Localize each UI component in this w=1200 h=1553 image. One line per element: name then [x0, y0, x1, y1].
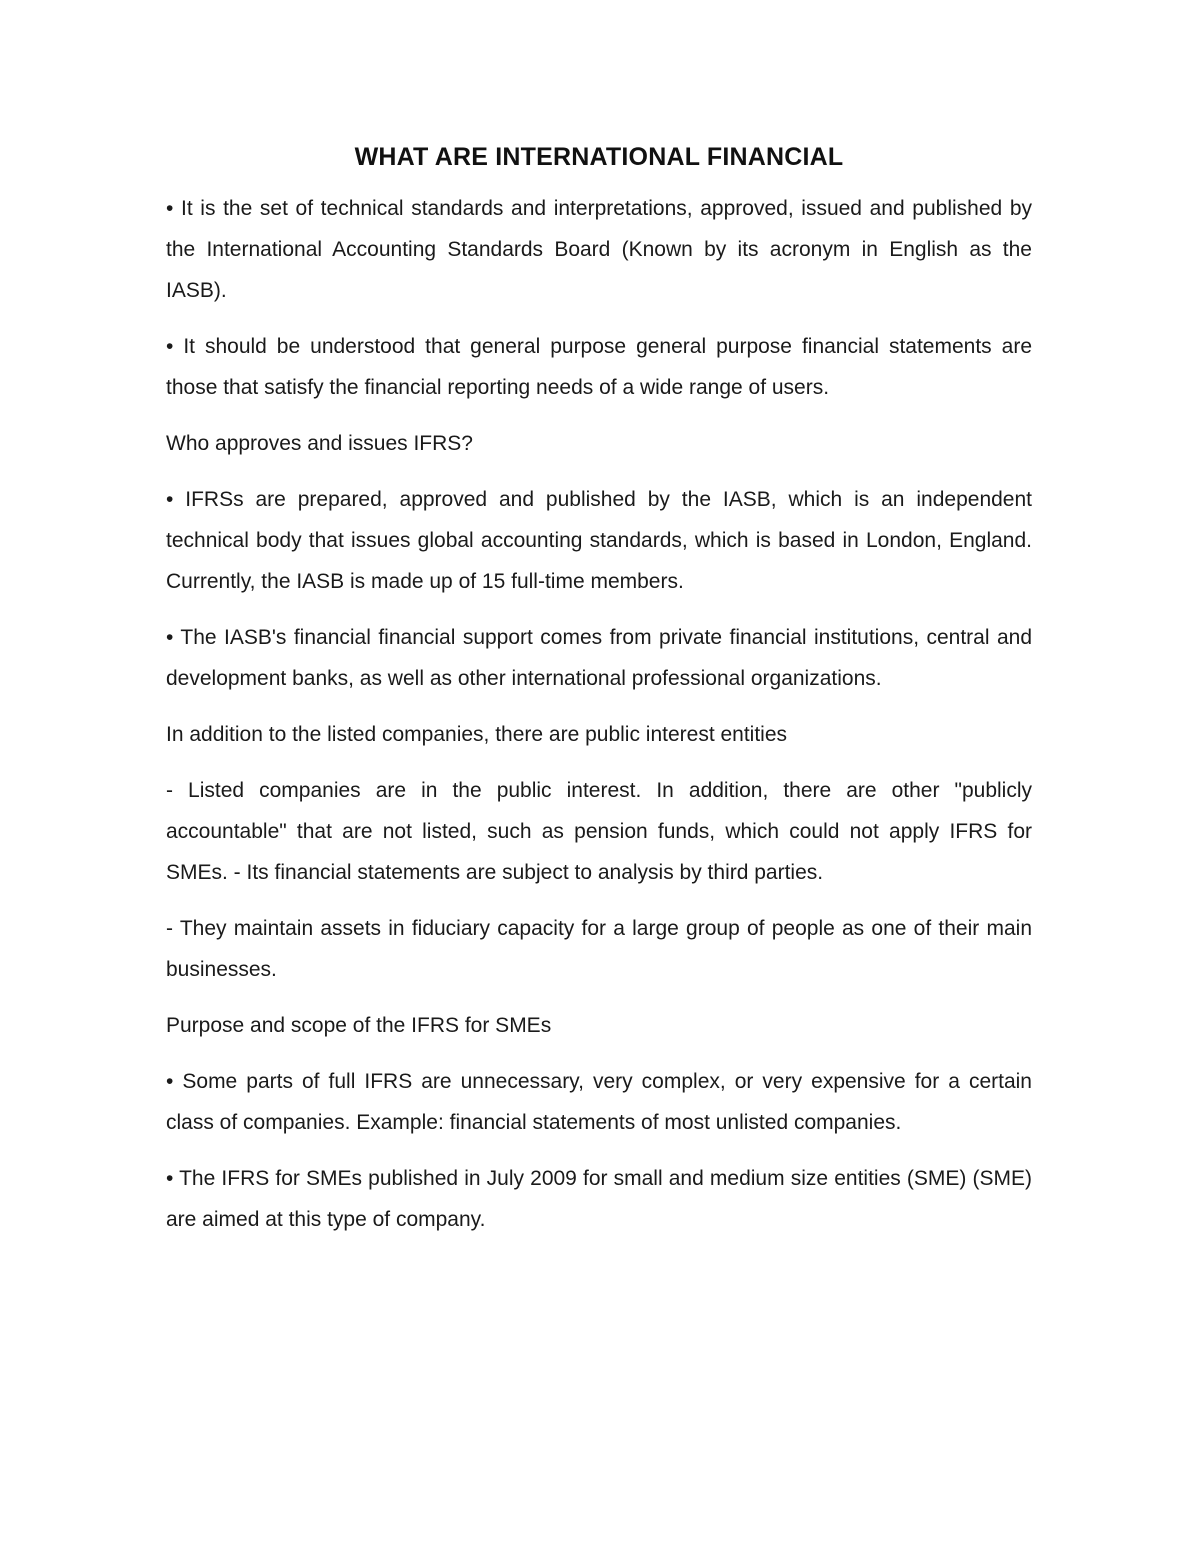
- paragraph-fiduciary-assets: - They maintain assets in fiduciary capacity for a large group of people as one of their main businesses.: [166, 917, 1032, 981]
- section-heading-who-approves: Who approves and issues IFRS?: [166, 432, 473, 455]
- paragraph-listed-companies: - Listed companies are in the public interest. In addition, there are other "publicly accountable" that are not listed, such as pension funds, which could not apply IFRS for SMEs. - Its financial statements are subject to analysis by third parties.: [166, 779, 1032, 884]
- paragraph-general-purpose-statements: • It should be understood that general purpose general purpose financial statements are those that satisfy the financial reporting needs of a wide range of users.: [166, 335, 1032, 399]
- document-body: [166, 140, 1032, 1255]
- paragraph-full-ifrs-complexity: • Some parts of full IFRS are unnecessary, very complex, or very expensive for a certain class of companies. Example: financial statements of most unlisted companies.: [166, 1070, 1032, 1134]
- paragraph-ifrs-for-smes: • The IFRS for SMEs published in July 2009 for small and medium size entities (SME) (SME) are aimed at this type of company.: [166, 1167, 1032, 1231]
- document-title: WHAT ARE INTERNATIONAL FINANCIAL: [354, 143, 844, 171]
- paragraph-iasb-description: • IFRSs are prepared, approved and published by the IASB, which is an independent technical body that issues global accounting standards, which is based in London, England. Currently, the IASB is made up of 15 full-time members.: [166, 488, 1032, 593]
- paragraph-ifrs-definition: • It is the set of technical standards and interpretations, approved, issued and published by the International Accounting Standards Board (Known by its acronym in English as the IASB).: [166, 197, 1032, 302]
- section-heading-public-interest: In addition to the listed companies, there are public interest entities: [166, 723, 788, 746]
- section-heading-purpose-scope: Purpose and scope of the IFRS for SMEs: [166, 1014, 552, 1037]
- paragraph-iasb-funding: • The IASB's financial financial support comes from private financial institutions, central and development banks, as well as other international professional organizations.: [166, 626, 1032, 690]
